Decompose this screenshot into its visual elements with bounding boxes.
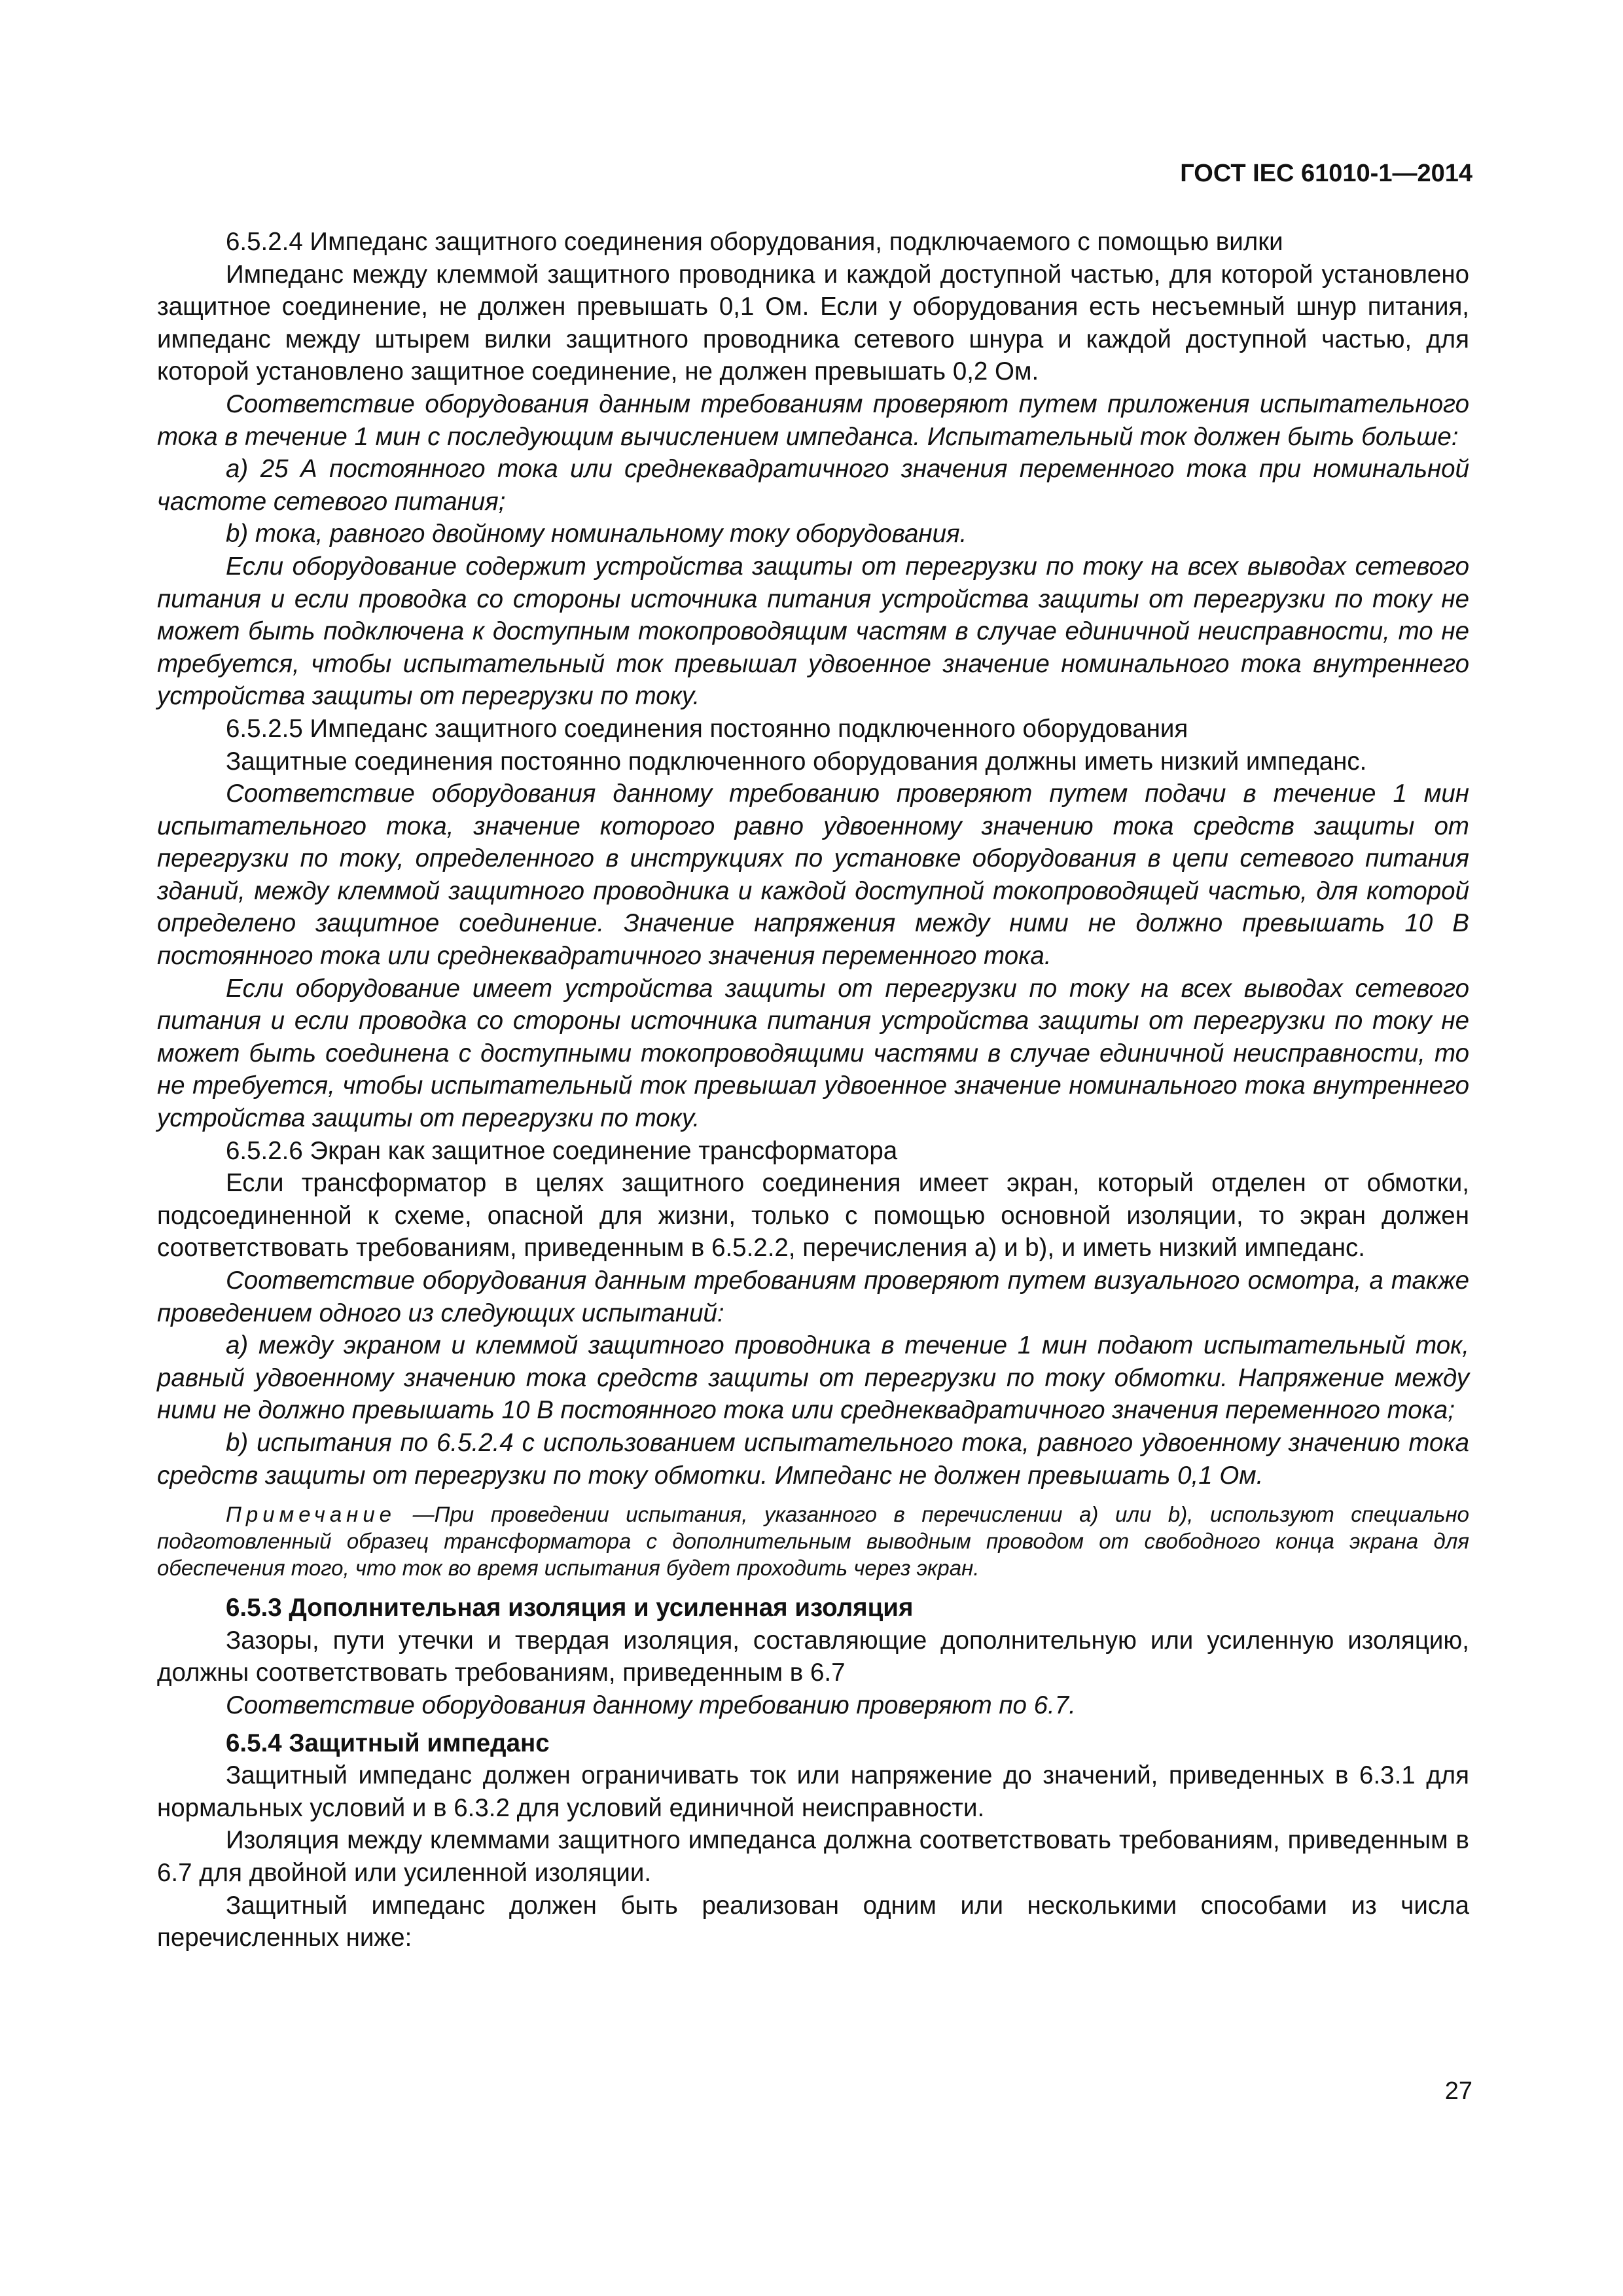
note-text: —При проведении испытания, указанного в перечислении a) или b), используют специально подготовленный образец трансформатора с дополнительным выводным проводом от свободного конца экрана для обеспечения того, что ток во время испытания будет проходить через экран. — [157, 1502, 1469, 1581]
list-item-a: a) между экраном и клеммой защитного проводника в течение 1 мин подают испытательный ток, равный удвоенному значению тока средств защиты от перегрузки по току обмотки. Напряжение между ними не должно превышать 10 В постоянного тока или среднеквадратичного значения переменного тока; — [157, 1331, 1469, 1425]
compliance-paragraph: Если оборудование содержит устройства защиты от перегрузки по току на всех выводах сетевого питания и если проводка со стороны источника питания устройства защиты от перегрузки по току не может быть подключена к доступным токопроводящим частям в случае единичной неисправности, то не требуется, чтобы испытательный ток превышал удвоенное значение номинального тока внутреннего устройства защиты от перегрузки по току. — [157, 552, 1469, 711]
body-paragraph: Изоляция между клеммами защитного импеданса должна соответствовать требованиям, приведенным в 6.7 для двойной или усиленной изоляции. — [157, 1826, 1469, 1887]
body-paragraph: Зазоры, пути утечки и твердая изоляция, составляющие дополнительную или усиленную изоляцию, должны соответствовать требованиям, приведенным в 6.7 — [157, 1626, 1469, 1687]
clause-6-5-2-5-title: 6.5.2.5 Импеданс защитного соединения постоянно подключенного оборудования — [226, 714, 1188, 743]
clause-6-5-4-heading: 6.5.4 Защитный импеданс — [226, 1729, 550, 1757]
body-paragraph: Если трансформатор в целях защитного соединения имеет экран, который отделен от обмотки, подсоединенной к схеме, опасной для жизни, только с помощью основной изоляции, то экран должен соответствовать требованиям, приведенным в 6.5.2.2, перечисления a) и b), и иметь низкий импеданс. — [157, 1169, 1469, 1263]
body-paragraph: Импеданс между клеммой защитного проводника и каждой доступной частью, для которой установлено защитное соединение, не должен превышать 0,1 Ом. Если у оборудования есть несъемный шнур питания, импеданс между штырем вилки защитного проводника сетевого шнура и каждой доступной частью, для которой установлено защитное соединение, не должен превышать 0,2 Ом. — [157, 260, 1469, 386]
body-paragraph: Защитные соединения постоянно подключенного оборудования должны иметь низкий импеданс. — [226, 747, 1367, 776]
clause-6-5-2-4-title: 6.5.2.4 Импеданс защитного соединения оборудования, подключаемого с помощью вилки — [226, 228, 1283, 256]
page-body — [157, 226, 1469, 1954]
note-paragraph — [157, 1501, 1469, 1581]
clause-6-5-3-heading: 6.5.3 Дополнительная изоляция и усиленная изоляция — [226, 1594, 914, 1623]
body-paragraph: Защитный импеданс должен ограничивать ток или напряжение до значений, приведенных в 6.3.1 для нормальных условий и в 6.3.2 для условий единичной неисправности. — [157, 1761, 1469, 1822]
list-item-b: b) испытания по 6.5.2.4 с использованием испытательного тока, равного удвоенному значению тока средств защиты от перегрузки по току обмотки. Импеданс не должен превышать 0,1 Ом. — [157, 1428, 1469, 1490]
list-item-a: a) 25 А постоянного тока или среднеквадратичного значения переменного тока при номинальной частоте сетевого питания; — [157, 455, 1469, 516]
compliance-paragraph: Соответствие оборудования данным требованиям проверяют путем визуального осмотра, а также проведением одного из следующих испытаний: — [157, 1266, 1469, 1327]
note-label: Примечание — [226, 1502, 397, 1527]
body-paragraph: Защитный импеданс должен быть реализован одним или несколькими способами из числа перечисленных ниже: — [157, 1891, 1469, 1952]
list-item-b: b) тока, равного двойному номинальному току оборудования. — [226, 520, 967, 548]
compliance-paragraph: Если оборудование имеет устройства защиты от перегрузки по току на всех выводах сетевого питания и если проводка со стороны источника питания устройства защиты от перегрузки по току не может быть соединена с доступными токопроводящими частями в случае единичной неисправности, то не требуется, чтобы испытательный ток превышал удвоенное значение номинального тока внутреннего устройства защиты от перегрузки по току. — [157, 974, 1469, 1133]
clause-6-5-2-6-title: 6.5.2.6 Экран как защитное соединение трансформатора — [226, 1136, 898, 1165]
compliance-paragraph: Соответствие оборудования данному требованию проверяют по 6.7. — [226, 1691, 1076, 1719]
compliance-paragraph: Соответствие оборудования данным требованиям проверяют путем приложения испытательного тока в течение 1 мин с последующим вычислением импеданса. Испытательный ток должен быть больше: — [157, 389, 1469, 451]
standard-header: ГОСТ IEC 61010-1—2014 — [1180, 160, 1472, 187]
page-number: 27 — [1444, 2077, 1472, 2105]
compliance-paragraph: Соответствие оборудования данному требованию проверяют путем подачи в течение 1 мин испытательного тока, значение которого равно удвоенному значению тока средств защиты от перегрузки по току, определенного в инструкциях по установке оборудования в цепи сетевого питания зданий, между клеммой защитного проводника и каждой доступной токопроводящей частью, для которой определено защитное соединение. Значение напряжения между ними не должно превышать 10 В постоянного тока или среднеквадратичного значения переменного тока. — [157, 780, 1469, 971]
